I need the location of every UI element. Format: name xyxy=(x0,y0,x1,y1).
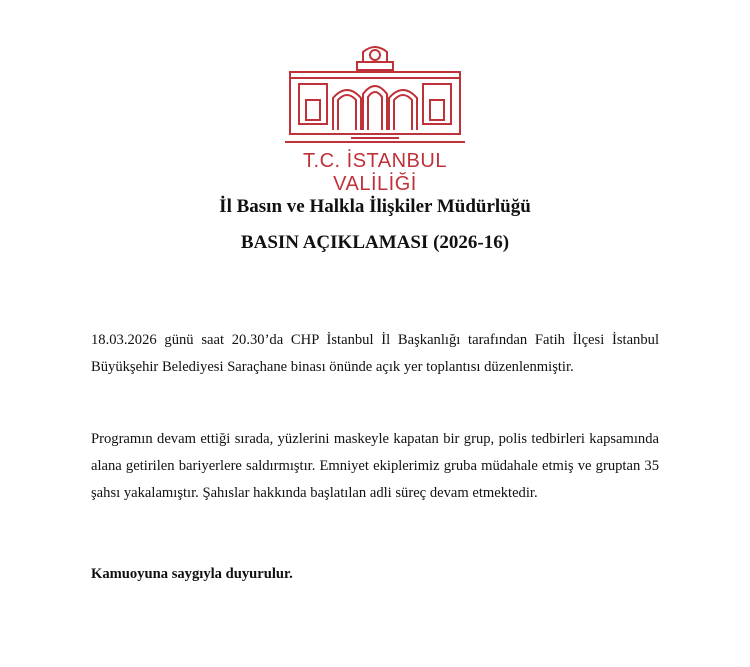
paragraph: 18.03.2026 günü saat 20.30’da CHP İstanbul İl Başkanlığı tarafından Fatih İlçesi İstanbul Büyükşehir Belediyesi Saraçhane binası önünde açık yer toplantısı düzenlenmiştir. xyxy=(91,332,659,375)
logo-wordmark: T.C. İSTANBUL VALİLİĞİ xyxy=(303,150,447,195)
paragraph: Programın devam ettiği sırada, yüzlerini maskeyle kapatan bir grup, polis tedbirleri kapsamında alana getirilen bariyerlere saldırmıştır. Emniyet ekiplerimiz gruba müdahale etmiş ve gruptan 35 şahsı yakalamıştır. Şahıslar hakkında başlatılan adli süreç devam etmektedir. xyxy=(91,431,659,501)
department-heading: İl Basın ve Halkla İlişkiler Müdürlüğü xyxy=(219,196,531,217)
closing-line: Kamuoyuna saygıyla duyurulur. xyxy=(91,566,293,582)
governorship-building-emblem xyxy=(285,40,465,145)
governorship-logo xyxy=(285,40,465,195)
document-title: BASIN AÇIKLAMASI (2026-16) xyxy=(240,232,510,253)
